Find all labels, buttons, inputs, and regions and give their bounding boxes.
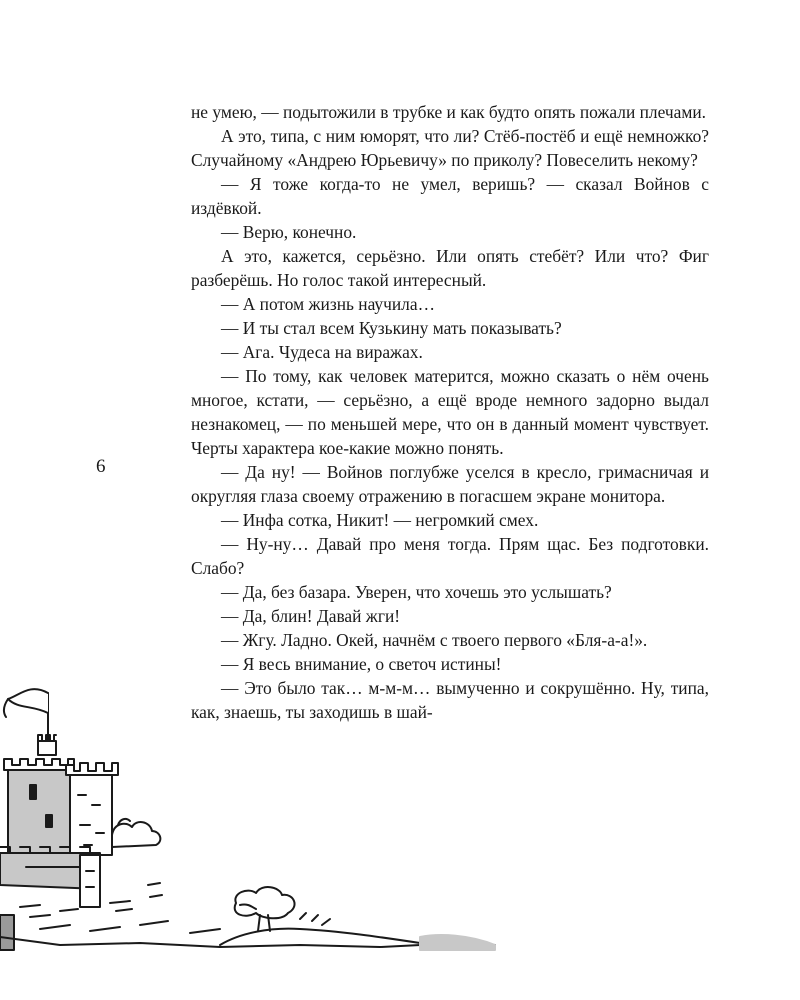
paragraph: — По тому, как человек матерится, можно сказать о нём очень многое, кстати, — серьёзно, а ещё вроде немного задорно выдал незнакомец, — по меньшей мере, что он в данный момент чувствует. Черты характера кое-какие можно понять. [191,366,709,458]
paragraph: — Ага. Чудеса на виражах. [221,342,423,362]
paragraph: — Ну-ну… Давай про меня тогда. Прям щас. Без подготовки. Слабо? [191,534,709,578]
paragraph: — И ты стал всем Кузькину мать показывать? [221,318,562,338]
body-text [191,100,709,724]
paragraph: — Да ну! — Войнов поглубже уселся в кресло, гримасничая и округляя глаза своему отражению в погасшем экране монитора. [191,462,709,506]
paragraph: — Да, без базара. Уверен, что хочешь это услышать? [221,582,612,602]
paragraph: — Жгу. Ладно. Окей, начнём с твоего первого «Бля-а-а!». [221,630,648,650]
paragraph: — Это было так… м-м-м… вымученно и сокрушённо. Ну, типа, как, знаешь, ты заходишь в шай- [191,678,709,722]
page-number: 6 [96,456,106,477]
paragraph: — Я тоже когда-то не умел, веришь? — сказал Войнов с издёвкой. [191,174,709,218]
paragraph: — Я весь внимание, о светоч истины! [221,654,502,674]
paragraph: — Верю, конечно. [221,222,357,242]
paragraph: — А потом жизнь научила… [221,294,435,314]
paragraph: не умею, — подытожили в трубке и как будто опять пожали плечами. [191,102,707,122]
paragraph: А это, типа, с ним юморят, что ли? Стёб-постёб и ещё немножко? Случайному «Андрею Юрьевичу» по приколу? Повеселить некому? [191,126,709,170]
castle-sketch-icon [0,675,500,955]
paragraph: — Да, блин! Давай жги! [221,606,401,626]
paragraph: — Инфа сотка, Никит! — негромкий смех. [221,510,539,530]
paragraph: А это, кажется, серьёзно. Или опять стебёт? Или что? Фиг разберёшь. Но голос такой интересный. [191,246,709,290]
